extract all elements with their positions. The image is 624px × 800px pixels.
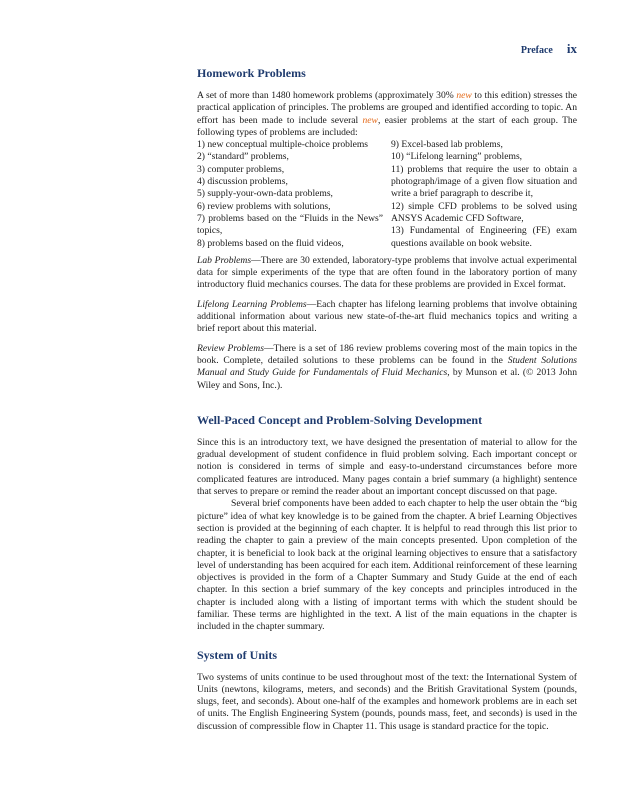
text-run: —Each chapter has lifelong learning problems that involve obtaining additional information about various new state-of-the-art fluid mechanics topics and writing a brief report about this material. [197,298,578,335]
section-title-concept: Well-Paced Concept and Problem-Solving Development [197,412,483,427]
list-column-right [391,139,577,250]
section-title-homework: Homework Problems [197,66,306,80]
list-item: 12) simple CFD problems to be solved using ANSYS Academic CFD Software, [391,200,577,224]
list-item: 10) “Lifelong learning” problems, [391,151,523,163]
book-title: Student Solutions Manual and Study Guide for Fundamentals of Fluid Mechanics [197,354,577,379]
list-item: 6) review problems with solutions, [197,200,331,212]
page-content [197,66,577,733]
concept-paragraph-1: Since this is an introductory text, we have designed the presentation of material to allow for the gradual development of student confidence in fluid problem solving. Each important concept or notion is considered in terms of simple and easy-to-understand circumstances before more complicated features are introduced. Many pages contain a brief summary (a highlight) sentence that serves to prepare or remind the reader about an important concept discussed on that page. [197,436,577,498]
lead-term: Lifelong Learning Problems [197,298,307,310]
problem-types-list [197,139,577,250]
list-item: 1) new conceptual multiple-choice problems [197,139,369,151]
text-run: to this edition) stresses the practical application of principles. The problems are grouped and identified according to topic. An effort has been made to include several [197,90,577,126]
homework-intro [197,90,577,139]
review-problems-paragraph [197,343,577,392]
text-run: —There are 30 extended, laboratory-type problems that involve actual experimental data for simple experiments of the type that are often found in the laboratory portion of many introductory fluid mechanics courses. The data for these problems are provided in Excel format. [197,254,577,291]
list-item: 8) problems based on the fluid videos, [197,237,344,249]
list-item: 13) Fundamental of Engineering (FE) exam questions available on book website. [391,225,577,249]
text-run: , by Munson et al. (© 2013 John Wiley and Sons, Inc.). [197,367,578,391]
concept-paragraph-2: Several brief components have been added to each chapter to help the user obtain the “big picture” idea of what key knowledge is to be gained from the chapter. A brief Learning Objectives section is provided at the beginning of each chapter. It is helpful to read through this list prior to reading the chapter to gain a preview of the main concepts presented. Upon completion of the chapter, it is beneficial to look back at the original learning objectives to ensure that a satisfactory level of understanding has been acquired for each item. Additional reinforcement of these learning objectives is provided in the form of a Chapter Summary and Study Guide at the end of each chapter. In this section a brief summary of the key concepts and principles introduced in the chapter is included along with a listing of important terms with which the student should be familiar. These terms are highlighted in the text. A list of the main equations in the chapter is included in the chapter summary. [197,498,577,633]
list-item: 9) Excel-based lab problems, [391,139,503,151]
text-run: —There is a set of 186 review problems covering most of the main topics in the book. Complete, detailed solutions to these problems can be found in the [197,342,577,366]
lead-term: Lab Problems [197,254,252,266]
running-head-label: Preface [520,45,553,56]
list-item: 11) problems that require the user to obtain a photograph/image of a given flow situation and write a brief paragraph to describe it, [391,163,577,200]
list-item: 4) discussion problems, [197,176,288,188]
units-paragraph-1: Two systems of units continue to be used throughout most of the text: the International System of Units (newtons, kilograms, meters, and seconds) and the British Gravitational System (pounds, slugs, feet, and seconds). About one-half of the examples and homework problems are in each set of units. The English Engineering System (pounds, pounds mass, feet, and seconds) is used in the discussion of compressible flow in Chapter 11. This usage is standard practice for the topic. [197,671,577,732]
lifelong-problems-paragraph [197,299,577,336]
text-run: A set of more than 1480 homework problems (approximately 30% [197,90,457,101]
list-item: 5) supply-your-own-data problems, [197,188,333,200]
list-item: 7) problems based on the “Fluids in the News” topics, [197,212,383,237]
lead-term: Review Problems [197,342,264,354]
list-item: 2) “standard” problems, [197,151,289,163]
section-title-units: System of Units [197,647,277,662]
running-head [521,41,577,57]
page-number: ix [566,41,577,56]
new-highlight: new [456,90,472,101]
list-item: 3) computer problems, [197,163,285,175]
text-run: , easier problems at the start of each group. The following types of problems are included: [197,114,577,138]
list-column-left [197,139,383,250]
lab-problems-paragraph [197,255,577,292]
new-highlight: new [362,114,378,126]
